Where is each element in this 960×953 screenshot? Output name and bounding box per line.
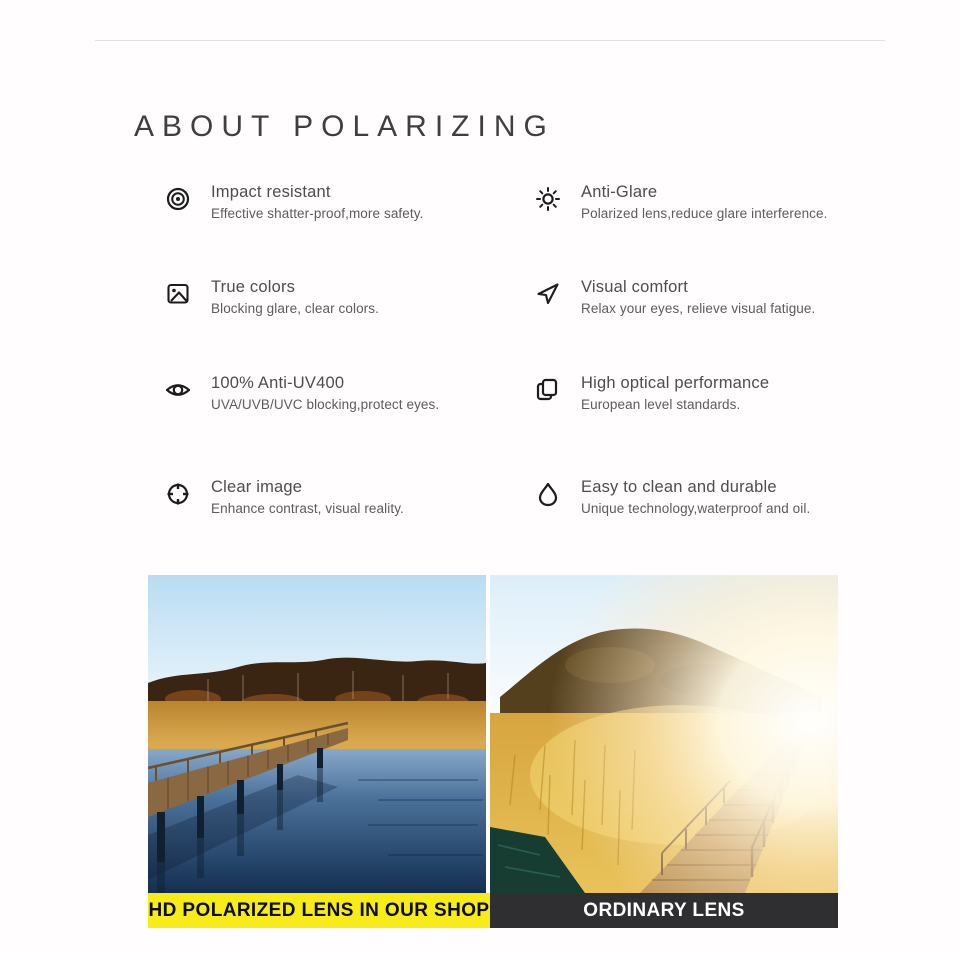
feature-desc: European level standards.	[581, 397, 741, 412]
polarized-lens-label: HD POLARIZED LENS IN OUR SHOP	[148, 893, 490, 928]
feature-desc: Effective shatter-proof,more safety.	[211, 206, 424, 221]
feature-title: Clear image	[211, 478, 303, 496]
feature-true-colors	[164, 278, 379, 316]
feature-anti-glare	[534, 183, 828, 221]
image-icon	[164, 280, 192, 308]
feature-desc: Polarized lens,reduce glare interference.	[581, 206, 828, 221]
lens-comparison-image	[148, 575, 838, 928]
feature-optical-performance	[534, 374, 769, 412]
crosshair-icon	[164, 480, 192, 508]
feature-title: High optical performance	[581, 374, 770, 392]
feature-visual-comfort	[534, 278, 815, 316]
feature-easy-clean	[534, 478, 810, 516]
feature-title: Anti-Glare	[581, 183, 658, 201]
feature-anti-uv	[164, 374, 439, 412]
feature-impact-resistant	[164, 183, 423, 221]
feature-title: Easy to clean and durable	[581, 478, 777, 496]
feature-title: Impact resistant	[211, 183, 331, 201]
sun-icon	[534, 185, 562, 213]
ordinary-lens-photo	[490, 575, 838, 893]
ordinary-lens-label: ORDINARY LENS	[490, 893, 838, 928]
copy-pages-icon	[534, 376, 562, 404]
feature-desc: UVA/UVB/UVC blocking,protect eyes.	[211, 397, 440, 412]
feature-desc: Relax your eyes, relieve visual fatigue.	[581, 301, 816, 316]
bullseye-icon	[164, 185, 192, 213]
feature-clear-image	[164, 478, 404, 516]
cursor-arrow-icon	[534, 280, 562, 308]
feature-desc: Enhance contrast, visual reality.	[211, 501, 404, 516]
feature-desc: Blocking glare, clear colors.	[211, 301, 379, 316]
feature-desc: Unique technology,waterproof and oil.	[581, 501, 811, 516]
feature-title: True colors	[211, 278, 296, 296]
feature-title: 100% Anti-UV400	[211, 374, 345, 392]
feature-title: Visual comfort	[581, 278, 689, 296]
page-title: ABOUT POLARIZING	[134, 110, 555, 144]
eye-icon	[164, 376, 192, 404]
polarized-lens-photo	[148, 575, 486, 893]
droplet-icon	[534, 480, 562, 508]
top-divider	[95, 40, 885, 41]
